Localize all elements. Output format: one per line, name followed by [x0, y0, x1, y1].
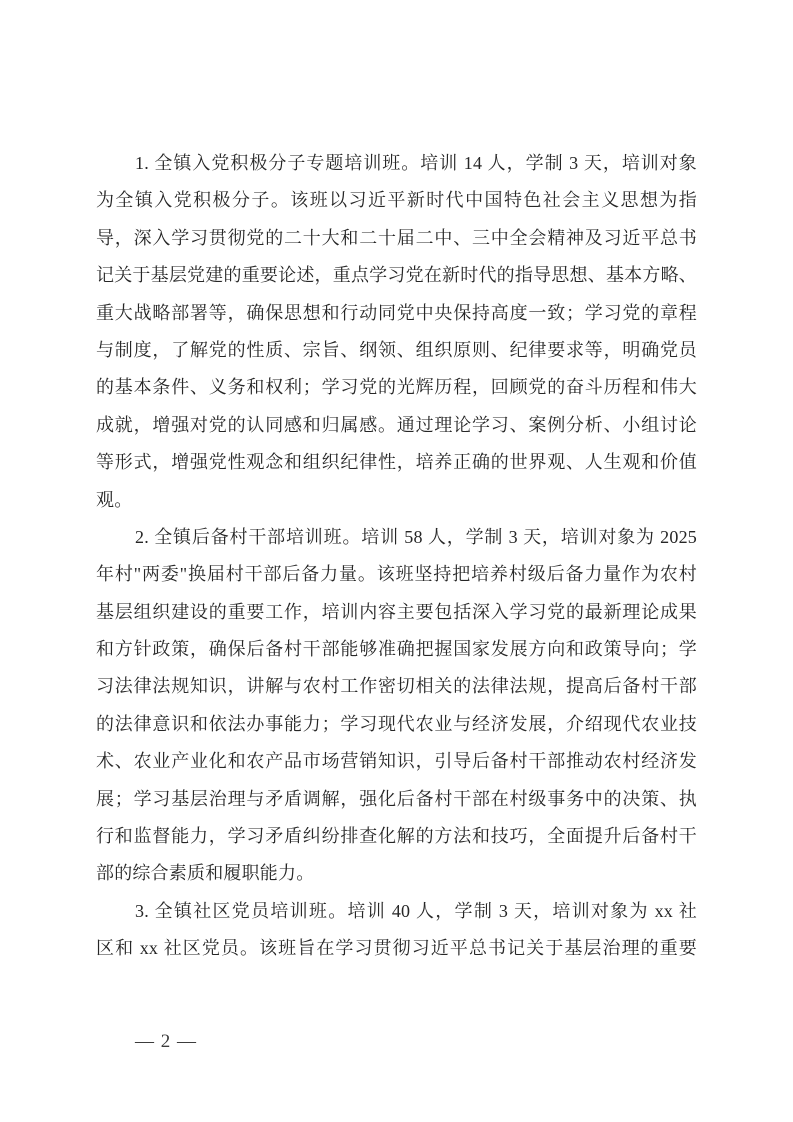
- text-line: 重大战略部署等，确保思想和行动同党中央保持高度一致；学习党的章程: [96, 302, 697, 323]
- document-body: [96, 145, 697, 968]
- paragraph-training-class-1: [96, 145, 697, 519]
- text-line: 术、农业产业化和农产品市场营销知识，引导后备村干部推动农村经济发: [96, 751, 697, 772]
- text-line: 年村"两委"换届村干部后备力量。该班坚持把培养村级后备力量作为农村: [96, 564, 697, 585]
- text-line: 成就，增强对党的认同感和归属感。通过理论学习、案例分析、小组讨论: [96, 414, 697, 435]
- text-line: 为全镇入党积极分子。该班以习近平新时代中国特色社会主义思想为指: [96, 190, 697, 211]
- text-line: 的法律意识和依法办事能力；学习现代农业与经济发展，介绍现代农业技: [96, 713, 697, 734]
- paragraph-training-class-3: [96, 893, 697, 968]
- text-line: 习法律法规知识，讲解与农村工作密切相关的法律法规，提高后备村干部: [96, 676, 697, 697]
- text-line: 部的综合素质和履职能力。: [96, 863, 315, 884]
- text-line: 和方针政策，确保后备村干部能够准确把握国家发展方向和政策导向；学: [96, 639, 697, 660]
- text-line: 区和 xx 社区党员。该班旨在学习贯彻习近平总书记关于基层治理的重要: [96, 938, 697, 959]
- text-line: 2. 全镇后备村干部培训班。培训 58 人，学制 3 天，培训对象为 2025: [135, 526, 697, 547]
- text-line: 等形式，增强党性观念和组织纪律性，培养正确的世界观、人生观和价值: [96, 452, 697, 473]
- text-line: 与制度，了解党的性质、宗旨、纲领、组织原则、纪律要求等，明确党员: [96, 339, 697, 360]
- paragraph-training-class-2: [96, 519, 697, 893]
- text-line: 基层组织建设的重要工作，培训内容主要包括深入学习党的最新理论成果: [96, 601, 697, 622]
- text-line: 1. 全镇入党积极分子专题培训班。培训 14 人，学制 3 天，培训对象: [135, 153, 697, 173]
- text-line: 展；学习基层治理与矛盾调解，强化后备村干部在村级事务中的决策、执: [96, 788, 697, 809]
- text-line: 导，深入学习贯彻党的二十大和二十届二中、三中全会精神及习近平总书: [96, 227, 697, 248]
- text-line: 记关于基层党建的重要论述，重点学习党在新时代的指导思想、基本方略、: [96, 265, 697, 286]
- page-number: — 2 —: [135, 1031, 197, 1052]
- text-line: 的基本条件、义务和权利；学习党的光辉历程，回顾党的奋斗历程和伟大: [96, 377, 697, 398]
- text-line: 3. 全镇社区党员培训班。培训 40 人，学制 3 天，培训对象为 xx 社: [135, 900, 697, 921]
- text-line: 观。: [96, 489, 133, 510]
- text-line: 行和监督能力，学习矛盾纠纷排查化解的方法和技巧，全面提升后备村干: [96, 826, 697, 847]
